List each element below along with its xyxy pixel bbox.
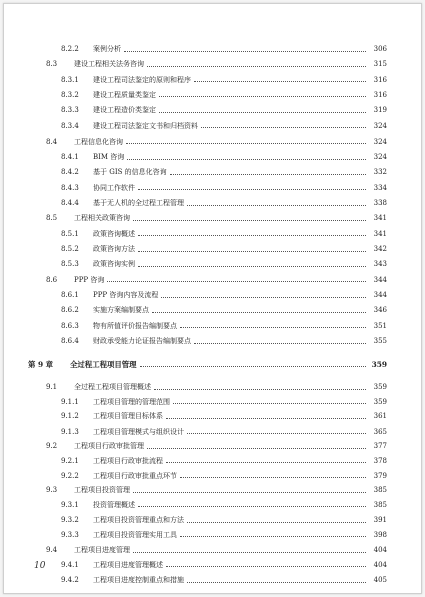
toc-row[interactable] — [61, 73, 387, 87]
toc-section-number: 9.1.3 — [61, 427, 79, 436]
toc-page-number: 385 — [373, 486, 387, 495]
toc-leader-dots — [133, 492, 366, 493]
toc-section-title: 案例分析 — [93, 45, 121, 53]
toc-page-number: 324 — [373, 153, 387, 162]
toc-section-title: 工程项目投资管理重点和方法 — [93, 516, 184, 525]
toc-section-title: 全过程工程项目管理概述 — [74, 383, 151, 392]
toc-section-number: 8.3.2 — [61, 90, 79, 99]
toc-row[interactable] — [61, 395, 387, 409]
toc-section-title: 全过程工程项目管理 — [70, 359, 137, 369]
toc-page-number: 359 — [373, 397, 387, 406]
toc-section-title: 基于无人机的全过程工程管理 — [93, 199, 184, 208]
toc-section-title: 工程项目投资管理 — [74, 486, 130, 495]
toc-section-number: 9.1.2 — [61, 412, 79, 421]
toc-page-number: 359 — [371, 359, 387, 369]
toc-row[interactable] — [46, 273, 387, 287]
toc-leader-dots — [166, 462, 366, 463]
toc-chapter-row[interactable] — [28, 358, 387, 372]
toc-leader-dots — [201, 127, 366, 128]
toc-section-number: 9.3.3 — [61, 530, 79, 539]
toc-leader-dots — [138, 235, 366, 236]
toc-leader-dots — [166, 418, 366, 419]
toc-section-number: 8.5.1 — [61, 229, 79, 238]
toc-leader-dots — [180, 536, 366, 537]
toc-leader-dots — [124, 51, 366, 52]
toc-section-title: 政策咨询概述 — [93, 229, 135, 238]
toc-row[interactable] — [61, 558, 387, 572]
toc-section-number: 8.6 — [46, 275, 58, 284]
toc-row[interactable] — [61, 319, 387, 333]
toc-row[interactable] — [61, 227, 387, 241]
toc-page-number: 391 — [373, 516, 387, 525]
toc-section-number: 8.4.2 — [61, 168, 79, 177]
toc-section-number: 9.3.2 — [61, 516, 79, 525]
toc-section-number: 9.2.1 — [61, 456, 79, 465]
toc-section-number: 9.4.1 — [61, 560, 79, 569]
toc-section-title: 工程项目管理模式与组织设计 — [93, 427, 184, 436]
toc-page-number: 405 — [373, 576, 387, 584]
toc-section-title: 工程项目进度控制重点和措施 — [93, 576, 184, 584]
toc-leader-dots — [194, 81, 366, 82]
toc-section-number: 8.5.2 — [61, 245, 79, 254]
toc-row[interactable] — [46, 211, 387, 225]
toc-row[interactable] — [61, 181, 387, 195]
toc-row[interactable] — [61, 242, 387, 256]
toc-page-number: 355 — [373, 337, 387, 346]
toc-section-title: 建设工程司法鉴定的原则和程序 — [93, 75, 191, 84]
toc-section-number: 8.3.1 — [61, 75, 79, 84]
toc-page-number: 332 — [373, 168, 387, 177]
toc-section-number: 8.4.3 — [61, 183, 79, 192]
toc-leader-dots — [138, 251, 366, 252]
toc-page-number: 324 — [373, 121, 387, 130]
toc-section-number: 8.3.3 — [61, 106, 79, 115]
toc-section-title: 建设工程质量类鉴定 — [93, 90, 156, 99]
toc-row[interactable] — [61, 150, 387, 164]
toc-section-title: 工程项目管理目标体系 — [93, 412, 163, 421]
toc-section-number: 9.2.2 — [61, 471, 79, 480]
toc-leader-dots — [127, 159, 366, 160]
toc-leader-dots — [133, 552, 366, 553]
toc-page-number: 385 — [373, 500, 387, 509]
toc-page-number: 306 — [373, 45, 387, 53]
toc-section-number: 第 9 章 — [28, 359, 54, 369]
toc-section-number: 8.4 — [46, 137, 58, 146]
toc-section-number: 9.4 — [46, 546, 58, 555]
toc-section-title: 工程项目管理的管理范围 — [93, 397, 170, 406]
toc-section-number: 9.3 — [46, 486, 58, 495]
toc-page-number: 377 — [373, 442, 387, 451]
toc-section-title: 工程项目行政审批管理 — [74, 442, 144, 451]
toc-section-number: 8.5 — [46, 214, 58, 223]
toc-row[interactable] — [61, 303, 387, 317]
toc-section-number: 9.1 — [46, 383, 58, 392]
toc-page-number: 365 — [373, 427, 387, 436]
toc-row[interactable] — [46, 439, 387, 453]
toc-leader-dots — [147, 448, 366, 449]
toc-section-title: 工程项目进度管理概述 — [93, 560, 163, 569]
toc-row[interactable] — [46, 135, 387, 149]
toc-page-number: 341 — [373, 214, 387, 223]
toc-page-number: 344 — [373, 275, 387, 284]
toc-section-title: 工程项目投资管理实用工具 — [93, 530, 177, 539]
toc-page-number: 319 — [373, 106, 387, 115]
toc-leader-dots — [194, 343, 366, 344]
toc-section-title: 建设工程相关法务咨询 — [74, 60, 144, 69]
toc-section-title: 协同工作软件 — [93, 183, 135, 192]
toc-page-number: 359 — [373, 383, 387, 392]
toc-page-number: 334 — [373, 183, 387, 192]
toc-row[interactable] — [61, 88, 387, 102]
toc-section-title: 实施方案编制要点 — [93, 306, 149, 315]
toc-page-number: 344 — [373, 291, 387, 300]
toc-section-number: 9.1.1 — [61, 397, 79, 406]
toc-page-number: 315 — [373, 60, 387, 69]
toc-section-title: BIM 咨询 — [93, 153, 125, 162]
toc-leader-dots — [166, 566, 366, 567]
toc-page-number: 351 — [373, 321, 387, 330]
toc-page-number: 398 — [373, 530, 387, 539]
toc-row[interactable] — [61, 42, 387, 56]
toc-row[interactable] — [61, 454, 387, 468]
toc-page-number: 341 — [373, 229, 387, 238]
toc-row[interactable] — [46, 543, 387, 557]
toc-section-title: 物有所值评价报告编制要点 — [93, 321, 177, 330]
toc-row[interactable] — [61, 119, 387, 133]
toc-section-title: PPP 咨询内容及流程 — [93, 291, 159, 300]
toc-page-number: 324 — [373, 137, 387, 146]
toc-leader-dots — [180, 477, 366, 478]
toc-section-title: 工程项目行政审批流程 — [93, 456, 163, 465]
toc-page-number: 378 — [373, 456, 387, 465]
toc-section-number: 8.6.1 — [61, 291, 79, 300]
toc-section-title: 工程相关政策咨询 — [74, 214, 130, 223]
toc-row[interactable] — [61, 573, 387, 587]
toc-leader-dots — [180, 327, 366, 328]
toc-row[interactable] — [46, 483, 387, 497]
toc-section-number: 8.2.2 — [61, 45, 79, 53]
toc-section-number: 8.3.4 — [61, 121, 79, 130]
toc-row[interactable] — [61, 409, 387, 423]
document-page — [3, 3, 422, 594]
toc-page-number: 379 — [373, 471, 387, 480]
toc-leader-dots — [147, 66, 366, 67]
toc-section-title: 政策咨询方法 — [93, 245, 135, 254]
toc-section-number: 8.6.4 — [61, 337, 79, 346]
toc-section-title: 建设工程造价类鉴定 — [93, 106, 156, 115]
toc-section-number: 9.3.1 — [61, 500, 79, 509]
toc-page-number: 346 — [373, 306, 387, 315]
toc-leader-dots — [138, 506, 366, 507]
toc-row[interactable] — [61, 513, 387, 527]
toc-section-number: 8.4.4 — [61, 199, 79, 208]
toc-leader-dots — [170, 174, 366, 175]
toc-leader-dots — [138, 266, 366, 267]
toc-section-number: 9.4.2 — [61, 576, 79, 584]
toc-section-number: 8.3 — [46, 60, 58, 69]
toc-leader-dots — [159, 96, 366, 97]
toc-leader-dots — [107, 281, 366, 282]
toc-row[interactable] — [46, 380, 387, 394]
toc-row[interactable] — [61, 498, 387, 512]
toc-section-number: 8.6.2 — [61, 306, 79, 315]
toc-section-number: 8.4.1 — [61, 153, 79, 162]
toc-leader-dots — [152, 312, 366, 313]
toc-row[interactable] — [61, 196, 387, 210]
toc-row[interactable] — [61, 288, 387, 302]
toc-section-title: 建设工程司法鉴定文书和归档资料 — [93, 121, 198, 130]
toc-section-number: 8.5.3 — [61, 260, 79, 269]
toc-page-number: 404 — [373, 560, 387, 569]
toc-row[interactable] — [46, 57, 387, 71]
toc-row[interactable] — [61, 469, 387, 483]
toc-leader-dots — [173, 403, 366, 404]
toc-section-title: 工程项目进度管理 — [74, 546, 130, 555]
toc-row[interactable] — [61, 425, 387, 439]
toc-leader-dots — [161, 297, 366, 298]
toc-leader-dots — [133, 220, 366, 221]
toc-row[interactable] — [61, 334, 387, 348]
toc-row[interactable] — [61, 257, 387, 271]
toc-section-title: 基于 GIS 的信息化咨询 — [93, 168, 167, 177]
toc-page-number: 316 — [373, 90, 387, 99]
toc-row[interactable] — [61, 528, 387, 542]
page-number: 10 — [34, 561, 46, 571]
toc-leader-dots — [138, 189, 366, 190]
toc-page-number: 316 — [373, 75, 387, 84]
toc-leader-dots — [187, 205, 366, 206]
toc-section-title: PPP 咨询 — [74, 275, 105, 284]
toc-row[interactable] — [61, 103, 387, 117]
toc-section-title: 财政承受能力论证报告编制要点 — [93, 337, 191, 346]
toc-leader-dots — [159, 112, 366, 113]
toc-section-title: 政策咨询实例 — [93, 260, 135, 269]
toc-leader-dots — [154, 389, 366, 390]
toc-page-number: 338 — [373, 199, 387, 208]
toc-row[interactable] — [61, 165, 387, 179]
toc-section-title: 工程项目行政审批重点环节 — [93, 471, 177, 480]
toc-page-number: 343 — [373, 260, 387, 269]
toc-section-title: 投资管理概述 — [93, 500, 135, 509]
toc-page-number: 404 — [373, 546, 387, 555]
toc-leader-dots — [140, 366, 366, 367]
toc-leader-dots — [187, 582, 366, 583]
toc-leader-dots — [126, 143, 366, 144]
toc-leader-dots — [187, 433, 366, 434]
toc-section-title: 工程信息化咨询 — [74, 137, 123, 146]
toc-page-number: 342 — [373, 245, 387, 254]
toc-section-number: 9.2 — [46, 442, 58, 451]
toc-section-number: 8.6.3 — [61, 321, 79, 330]
toc-leader-dots — [187, 522, 366, 523]
toc-page-number: 361 — [373, 412, 387, 421]
